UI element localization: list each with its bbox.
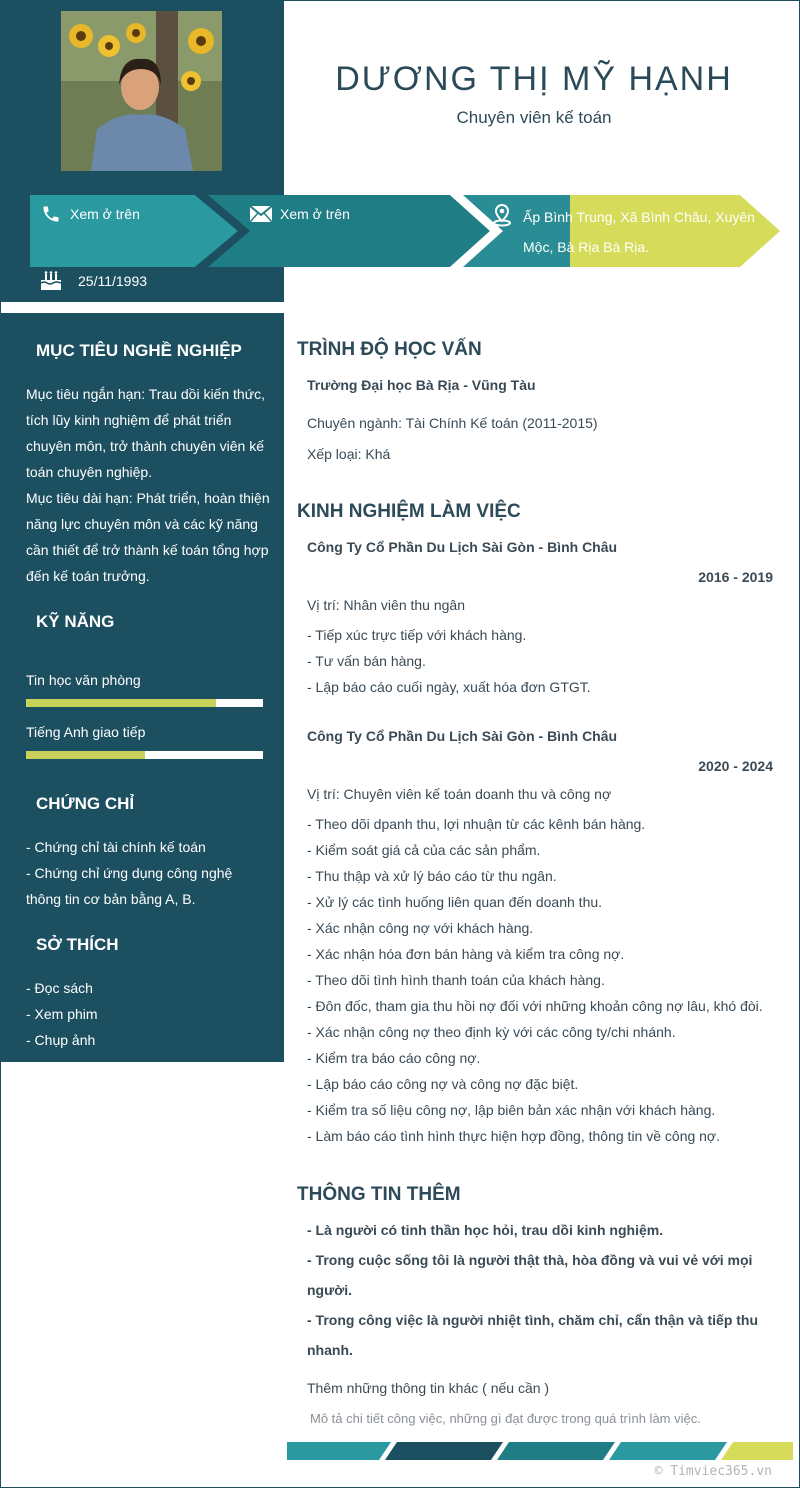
contact-birthday	[40, 270, 147, 292]
job-tasks	[307, 811, 777, 1149]
additional-item: - Trong công việc là người nhiệt tình, chăm chỉ, cẩn thận và tiếp thu nhanh.	[307, 1312, 759, 1358]
task-item: - Kiểm soát giá cả của các sản phẩm.	[307, 842, 541, 858]
additional-items	[307, 1215, 777, 1365]
task-item: - Xác nhận công nợ với khách hàng.	[307, 920, 534, 936]
more-info-note: Thêm những thông tin khác ( nếu cần )	[307, 1380, 550, 1396]
phone-icon	[40, 203, 62, 225]
objective-short-term: Mục tiêu ngắn hạn: Trau dồi kiến thức, tích lũy kinh nghiệm để phát triển chuyên môn, trở thành chuyên viên kế toán chuyên nghiệp.	[26, 386, 265, 480]
certificates-heading: CHỨNG CHỈ	[36, 794, 135, 813]
additional-item: - Là người có tinh thần học hỏi, trau dồi kinh nghiệm.	[307, 1222, 664, 1238]
hobby-item: - Đọc sách	[26, 980, 93, 996]
job-period: 2020 - 2024	[698, 758, 773, 774]
hobbies-heading: SỞ THÍCH	[36, 935, 119, 954]
mail-icon	[250, 203, 272, 225]
task-item: - Theo dõi tình hình thanh toán của khách hàng.	[307, 972, 605, 988]
job-tasks	[307, 622, 777, 700]
candidate-name: DƯƠNG THỊ MỸ HẠNH	[335, 60, 733, 98]
address-value: Ấp Bình Trung, Xã Bình Châu, Xuyên Mộc, Bà Rịa Bà Rịa.	[523, 209, 755, 255]
phone-value: Xem ở trên	[70, 206, 140, 222]
education-school: Trường Đại học Bà Rịa - Vũng Tàu	[307, 377, 536, 393]
birthday-cake-icon	[40, 270, 62, 292]
birthday-value: 25/11/1993	[78, 273, 148, 289]
experience-heading: KINH NGHIỆM LÀM VIỆC	[297, 501, 521, 522]
description-hint: Mô tả chi tiết công việc, những gì đạt được trong quá trình làm việc.	[310, 1411, 701, 1426]
skill-bar-fill	[26, 751, 145, 759]
job-position: Vị trí: Nhân viên thu ngân	[307, 597, 465, 613]
skill-label: Tiếng Anh giao tiếp	[26, 724, 146, 740]
job-period: 2016 - 2019	[698, 569, 773, 585]
job-position: Vị trí: Chuyên viên kế toán doanh thu và công nợ	[307, 786, 612, 802]
job-company: Công Ty Cổ Phần Du Lịch Sài Gòn - Bình Châu	[307, 539, 618, 555]
education-grade: Xếp loại: Khá	[307, 446, 391, 462]
copyright: © Timviec365.vn	[654, 1464, 772, 1479]
task-item: - Xác nhận công nợ theo định kỳ với các công ty/chi nhánh.	[307, 1024, 676, 1040]
hobby-item: - Chụp ảnh	[26, 1032, 96, 1048]
email-value: Xem ở trên	[280, 206, 350, 222]
task-item: - Làm báo cáo tình hình thực hiện hợp đồng, thông tin về công nợ.	[307, 1128, 721, 1144]
skill-bar	[26, 751, 263, 759]
objective-long-term: Mục tiêu dài hạn: Phát triển, hoàn thiện năng lực chuyên môn và các kỹ năng cần thiết để trở thành kế toán tổng hợp đến kế toán trưởng.	[26, 490, 270, 584]
job-company: Công Ty Cổ Phần Du Lịch Sài Gòn - Bình Châu	[307, 728, 618, 744]
avatar	[61, 11, 222, 171]
task-item: - Lập báo cáo công nợ và công nợ đặc biệt.	[307, 1076, 579, 1092]
certificate-item: - Chứng chỉ ứng dụng công nghệ thông tin cơ bản bằng A, B.	[26, 865, 233, 907]
task-item: - Tiếp xúc trực tiếp với khách hàng.	[307, 627, 527, 643]
skill-bar-fill	[26, 699, 216, 707]
certificate-item: - Chứng chỉ tài chính kế toán	[26, 839, 206, 855]
task-item: - Tư vấn bán hàng.	[307, 653, 426, 669]
task-item: - Kiểm tra số liệu công nợ, lập biên bản xác nhận với khách hàng.	[307, 1102, 716, 1118]
task-item: - Đôn đốc, tham gia thu hồi nợ đối với những khoản công nợ lâu, khó đòi.	[307, 998, 763, 1014]
task-item: - Theo dõi dpanh thu, lợi nhuận từ các kênh bán hàng.	[307, 816, 646, 832]
task-item: - Xử lý các tình huống liên quan đến doanh thu.	[307, 894, 603, 910]
location-icon	[490, 203, 514, 227]
education-heading: TRÌNH ĐỘ HỌC VẤN	[297, 339, 482, 360]
candidate-title: Chuyên viên kế toán	[456, 108, 612, 127]
contact-phone	[40, 203, 140, 225]
additional-item: - Trong cuộc sống tôi là người thật thà, hòa đồng và vui vẻ với mọi người.	[307, 1252, 753, 1298]
additional-heading: THÔNG TIN THÊM	[297, 1184, 461, 1205]
task-item: - Thu thập và xử lý báo cáo từ thu ngân.	[307, 868, 557, 884]
skill-label: Tin học văn phòng	[26, 672, 141, 688]
skills-heading: KỸ NĂNG	[36, 612, 115, 631]
contact-email	[250, 203, 350, 225]
footer-stripe	[287, 1442, 793, 1460]
task-item: - Xác nhận hóa đơn bán hàng và kiểm tra công nợ.	[307, 946, 625, 962]
task-item: - Kiểm tra báo cáo công nợ.	[307, 1050, 481, 1066]
education-major: Chuyên ngành: Tài Chính Kế toán (2011-2015)	[307, 415, 598, 431]
task-item: - Lập báo cáo cuối ngày, xuất hóa đơn GTGT.	[307, 679, 591, 695]
hobby-item: - Xem phim	[26, 1006, 98, 1022]
skill-bar	[26, 699, 263, 707]
objective-heading: MỤC TIÊU NGHỀ NGHIỆP	[36, 341, 242, 360]
